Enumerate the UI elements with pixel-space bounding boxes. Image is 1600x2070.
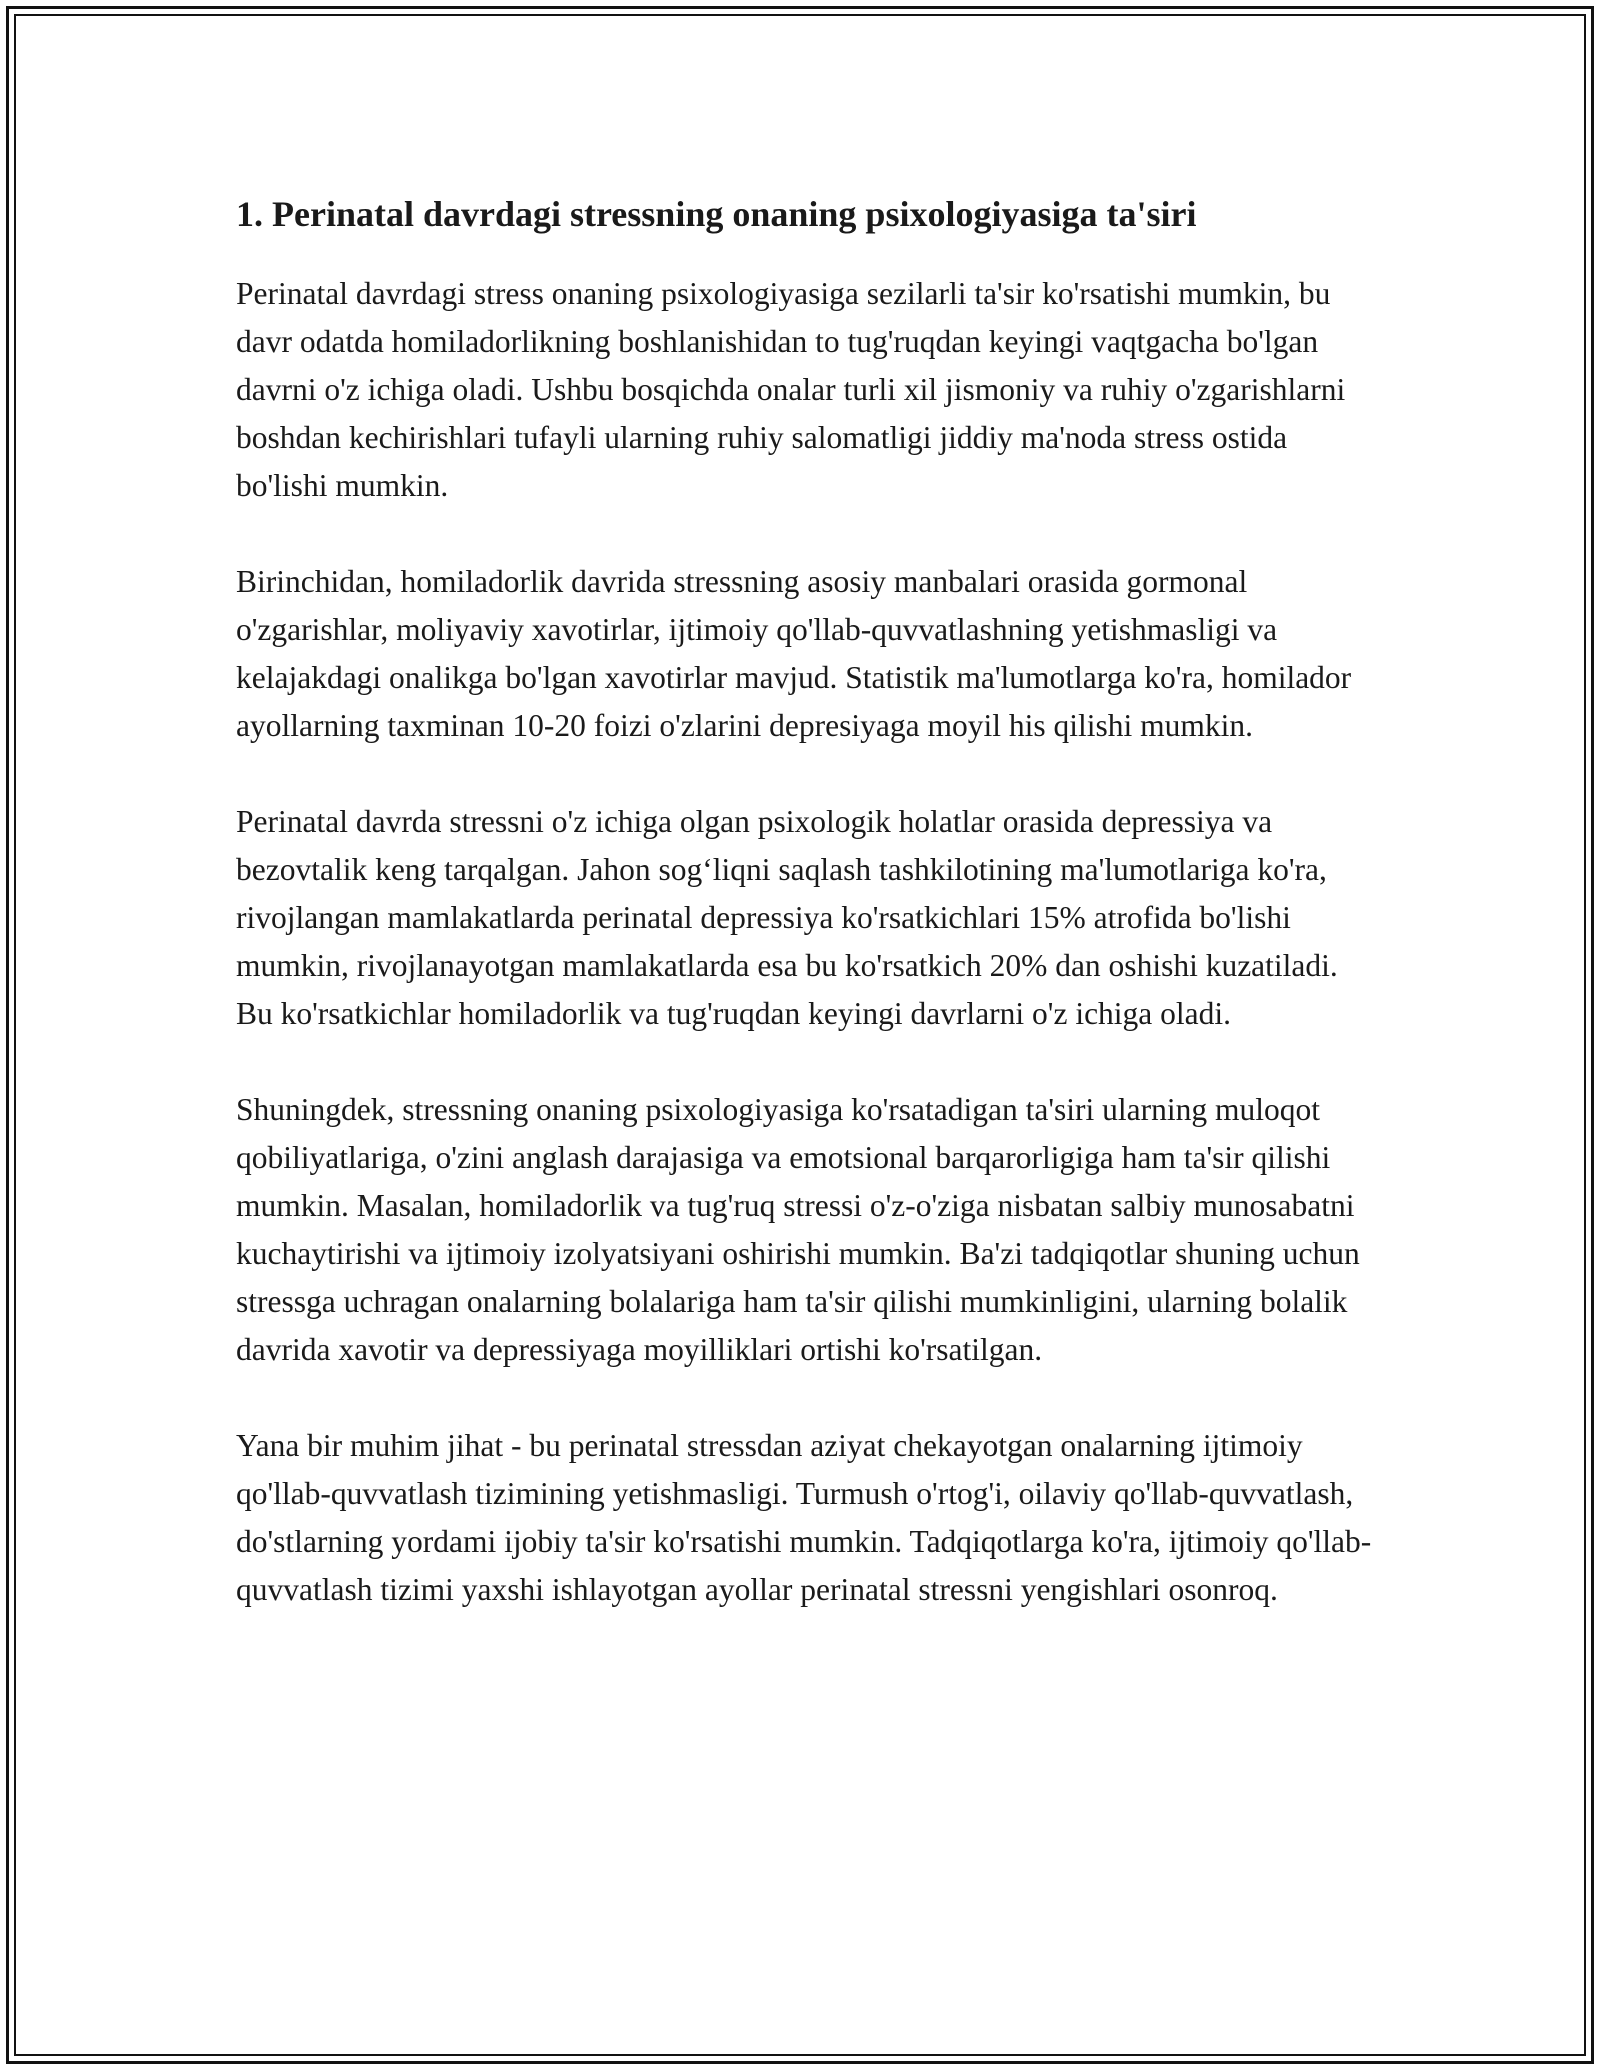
section-heading: 1. Perinatal davrdagi stressning onaning psixologiyasiga ta'siri [236, 194, 1197, 234]
paragraph-depression-statistics: Perinatal davrda stressni o'z ichiga olgan psixologik holatlar orasida depressiya va bezovtalik keng tarqalgan. Jahon sog‘liqni saqlash tashkilotining ma'lumotlariga ko'ra, rivojlangan mamlakatlarda perinatal depressiya ko'rsatkichlari 15% atrofida bo'lishi mumkin, rivojlanayotgan mamlakatlarda esa bu ko'rsatkich 20% dan oshishi kuzatiladi. Bu ko'rsatkichlar homiladorlik va tug'ruqdan keyingi davrlarni o'z ichiga oladi. [236, 804, 1338, 1031]
paragraph-social-support: Yana bir muhim jihat - bu perinatal stressdan aziyat chekayotgan onalarning ijtimoiy qo'llab-quvvatlash tizimining yetishmasligi. Turmush o'rtog'i, oilaviy qo'llab-quvvatlash, do'stlarning yordami ijobiy ta'sir ko'rsatishi mumkin. Tadqiqotlarga ko'ra, ijtimoiy qo'llab-quvvatlash tizimi yaxshi ishlayotgan ayollar perinatal stressni yengishlari osonroq. [236, 1428, 1372, 1607]
document-body [236, 186, 1376, 1662]
paragraph-intro: Perinatal davrdagi stress onaning psixologiyasiga sezilarli ta'sir ko'rsatishi mumkin, bu davr odatda homiladorlikning boshlanishidan to tug'ruqdan keyingi vaqtgacha bo'lgan davrni o'z ichiga oladi. Ushbu bosqichda onalar turli xil jismoniy va ruhiy o'zgarishlarni boshdan kechirishlari tufayli ularning ruhiy salomatligi jiddiy ma'noda stress ostida bo'lishi mumkin. [236, 276, 1346, 503]
paragraph-stress-sources: Birinchidan, homiladorlik davrida stressning asosiy manbalari orasida gormonal o'zgarishlar, moliyaviy xavotirlar, ijtimoiy qo'llab-quvvatlashning yetishmasligi va kelajakdagi onalikga bo'lgan xavotirlar mavjud. Statistik ma'lumotlarga ko'ra, homilador ayollarning taxminan 10-20 foizi o'zlarini depresiyaga moyil his qilishi mumkin. [236, 564, 1352, 743]
paragraph-psychological-effects: Shuningdek, stressning onaning psixologiyasiga ko'rsatadigan ta'siri ularning muloqot qobiliyatlariga, o'zini anglash darajasiga va emotsional barqarorligiga ham ta'sir qilishi mumkin. Masalan, homiladorlik va tug'ruq stressi o'z-o'ziga nisbatan salbiy munosabatni kuchaytirishi va ijtimoiy izolyatsiyani oshirishi mumkin. Ba'zi tadqiqotlar shuning uchun stressga uchragan onalarning bolalariga ham ta'sir qilishi mumkinligini, ularning bolalik davrida xavotir va depressiyaga moyilliklari ortishi ko'rsatilgan. [236, 1092, 1360, 1367]
